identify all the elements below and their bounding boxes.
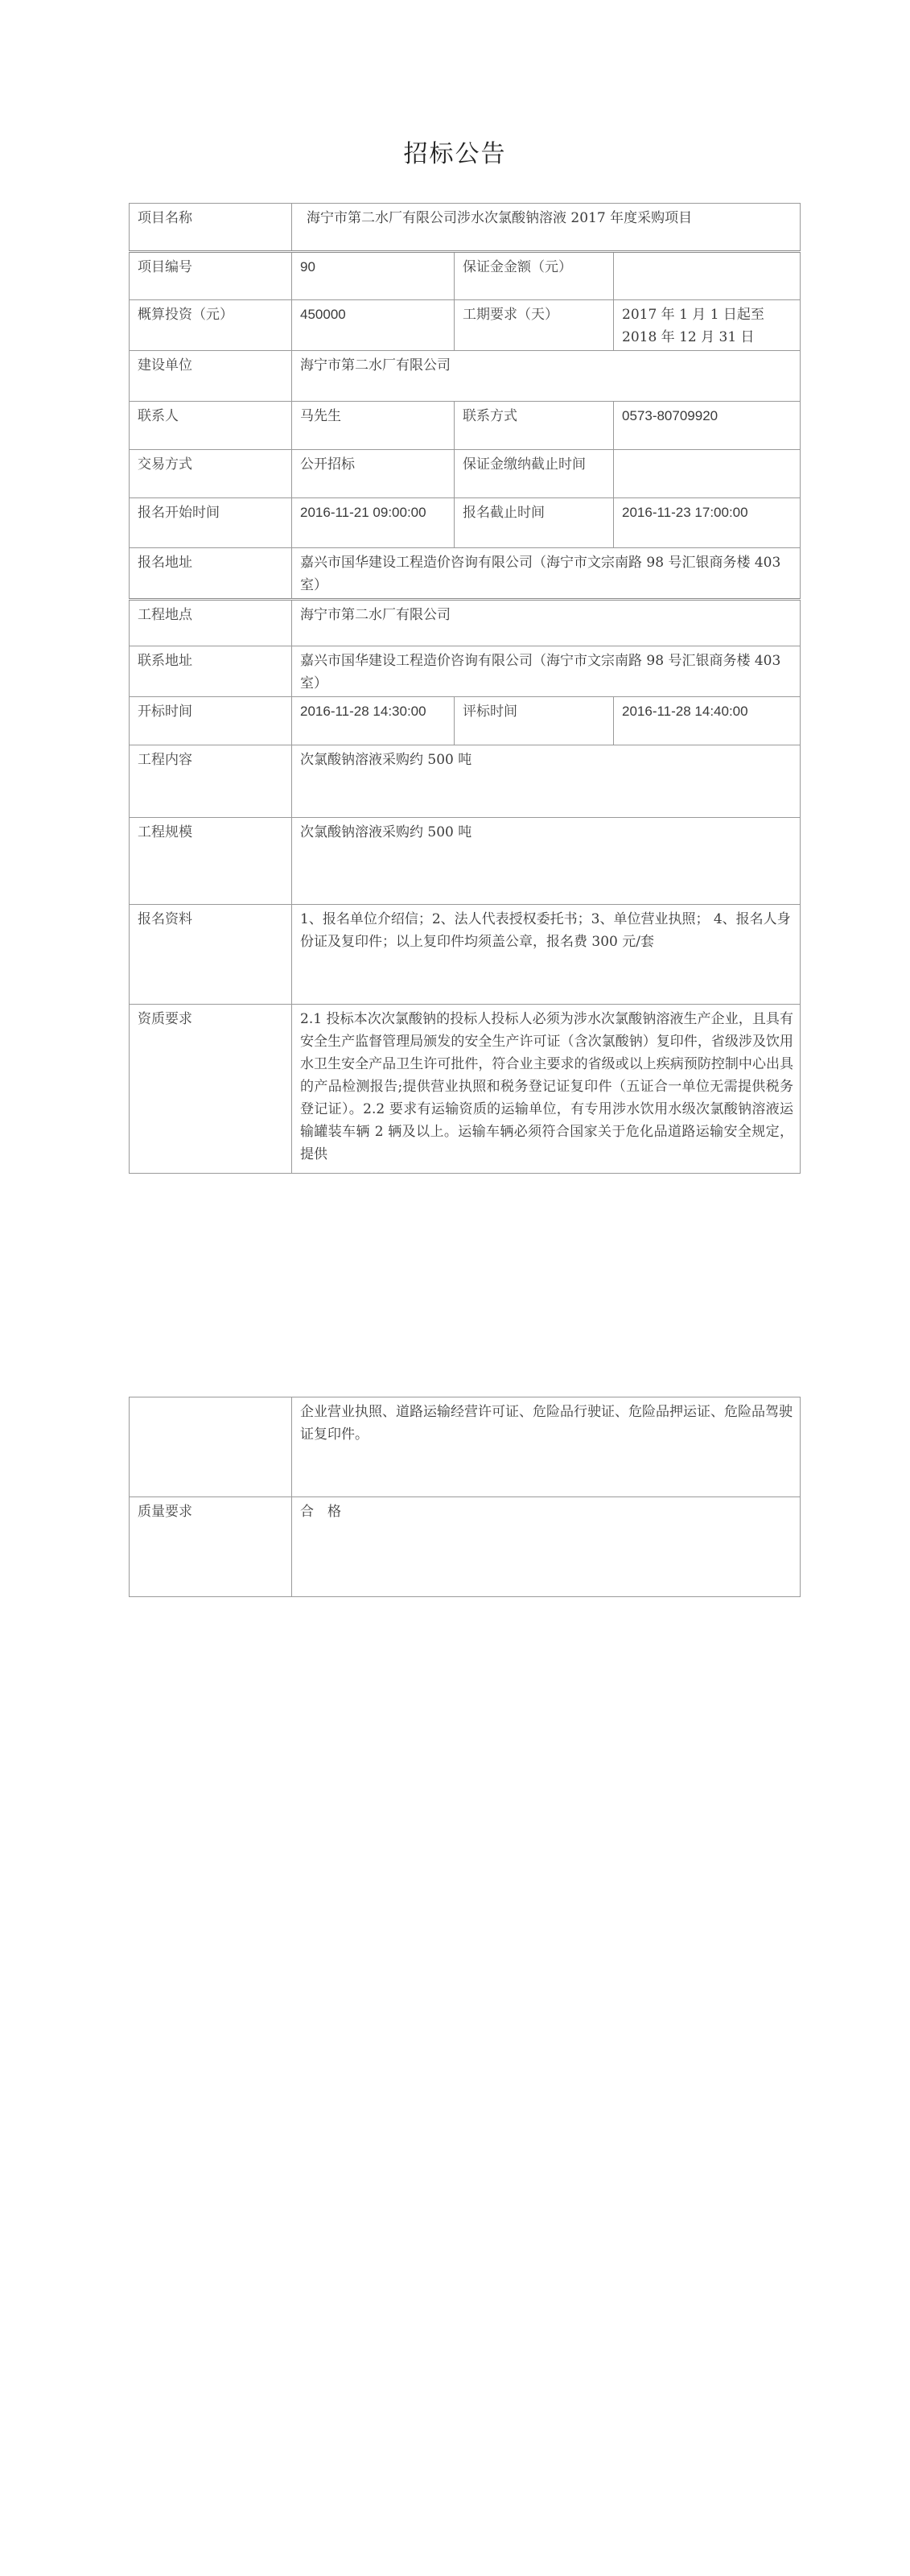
- materials-label: 报名资料: [130, 905, 292, 1005]
- duration-value: 2017 年 1 月 1 日起至 2018 年 12 月 31 日: [614, 300, 801, 351]
- qualification-value: 2.1 投标本次次氯酸钠的投标人投标人必须为涉水次氯酸钠溶液生产企业，且具有安全生产监督管理局颁发的安全生产许可证（含次氯酸钠）复印件，省级涉及饮用水卫生安全产品卫生许可批件，符合业主要求的省级或以上疾病预防控制中心出具的产品检测报告;提供营业执照和税务登记证复印件（五证合一单位无需提供税务登记证）。2.2 要求有运输资质的运输单位，有专用涉水饮用水级次氯酸钠溶液运输罐装车辆 2 辆及以上。运输车辆必须符合国家关于危化品道路运输安全规定，提供: [292, 1005, 801, 1174]
- row-qualification: [130, 1005, 801, 1174]
- contact-addr-label: 联系地址: [130, 646, 292, 697]
- row-quality: [130, 1497, 801, 1597]
- row-builder: [130, 351, 801, 402]
- site-value: 海宁市第二水厂有限公司: [292, 600, 801, 646]
- signup-addr-value: 嘉兴市国华建设工程造价咨询有限公司（海宁市文宗南路 98 号汇银商务楼 403 室）: [292, 548, 801, 600]
- scale-label: 工程规模: [130, 818, 292, 905]
- deposit-amount-label: 保证金金额（元）: [455, 252, 614, 300]
- scale-value: 次氯酸钠溶液采购约 500 吨: [292, 818, 801, 905]
- trade-value: 公开招标: [292, 450, 455, 498]
- page-title: 招标公告: [403, 140, 507, 168]
- contact-addr-value: 嘉兴市国华建设工程造价咨询有限公司（海宁市文宗南路 98 号汇银商务楼 403 室）: [292, 646, 801, 697]
- open-time-value: 2016-11-28 14:30:00: [292, 697, 455, 745]
- row-qualification-continued: [130, 1397, 801, 1497]
- tender-table-continued: [129, 1397, 801, 1597]
- row-open-time: [130, 697, 801, 745]
- eval-time-value: 2016-11-28 14:40:00: [614, 697, 801, 745]
- row-budget: [130, 300, 801, 351]
- builder-label: 建设单位: [130, 351, 292, 402]
- contact-method-label: 联系方式: [455, 402, 614, 450]
- signup-end-value: 2016-11-23 17:00:00: [614, 498, 801, 548]
- row-project-no: [130, 252, 801, 300]
- row-contact-addr: [130, 646, 801, 697]
- project-name-value: 海宁市第二水厂有限公司涉水次氯酸钠溶液 2017 年度采购项目: [292, 204, 801, 252]
- signup-addr-label: 报名地址: [130, 548, 292, 600]
- qualification-label: 资质要求: [130, 1005, 292, 1174]
- tender-table: [129, 203, 801, 1174]
- contact-method-value: 0573-80709920: [614, 402, 801, 450]
- row-project-name: [130, 204, 801, 252]
- signup-start-label: 报名开始时间: [130, 498, 292, 548]
- quality-value: 合 格: [292, 1497, 801, 1597]
- row-trade: [130, 450, 801, 498]
- row-content: [130, 745, 801, 818]
- content-value: 次氯酸钠溶液采购约 500 吨: [292, 745, 801, 818]
- content-label: 工程内容: [130, 745, 292, 818]
- budget-value: 450000: [292, 300, 455, 351]
- duration-label: 工期要求（天）: [455, 300, 614, 351]
- row-scale: [130, 818, 801, 905]
- signup-start-value: 2016-11-21 09:00:00: [292, 498, 455, 548]
- row-contact: [130, 402, 801, 450]
- project-name-label: 项目名称: [130, 204, 292, 252]
- contact-label: 联系人: [130, 402, 292, 450]
- builder-value: 海宁市第二水厂有限公司: [292, 351, 801, 402]
- qualification-continued-label: [130, 1397, 292, 1497]
- materials-value: 1、报名单位介绍信；2、法人代表授权委托书；3、单位营业执照； 4、报名人身份证及复印件；以上复印件均须盖公章，报名费 300 元/套: [292, 905, 801, 1005]
- project-no-label: 项目编号: [130, 252, 292, 300]
- project-no-value: 90: [292, 252, 455, 300]
- row-signup-addr: [130, 548, 801, 600]
- deposit-deadline-value: [614, 450, 801, 498]
- row-materials: [130, 905, 801, 1005]
- site-label: 工程地点: [130, 600, 292, 646]
- quality-label: 质量要求: [130, 1497, 292, 1597]
- open-time-label: 开标时间: [130, 697, 292, 745]
- signup-end-label: 报名截止时间: [455, 498, 614, 548]
- deposit-amount-value: [614, 252, 801, 300]
- contact-value: 马先生: [292, 402, 455, 450]
- row-site: [130, 600, 801, 646]
- trade-label: 交易方式: [130, 450, 292, 498]
- deposit-deadline-label: 保证金缴纳截止时间: [455, 450, 614, 498]
- row-signup-time: [130, 498, 801, 548]
- eval-time-label: 评标时间: [455, 697, 614, 745]
- budget-label: 概算投资（元）: [130, 300, 292, 351]
- qualification-continued-value: 企业营业执照、道路运输经营许可证、危险品行驶证、危险品押运证、危险品驾驶证复印件。: [292, 1397, 801, 1497]
